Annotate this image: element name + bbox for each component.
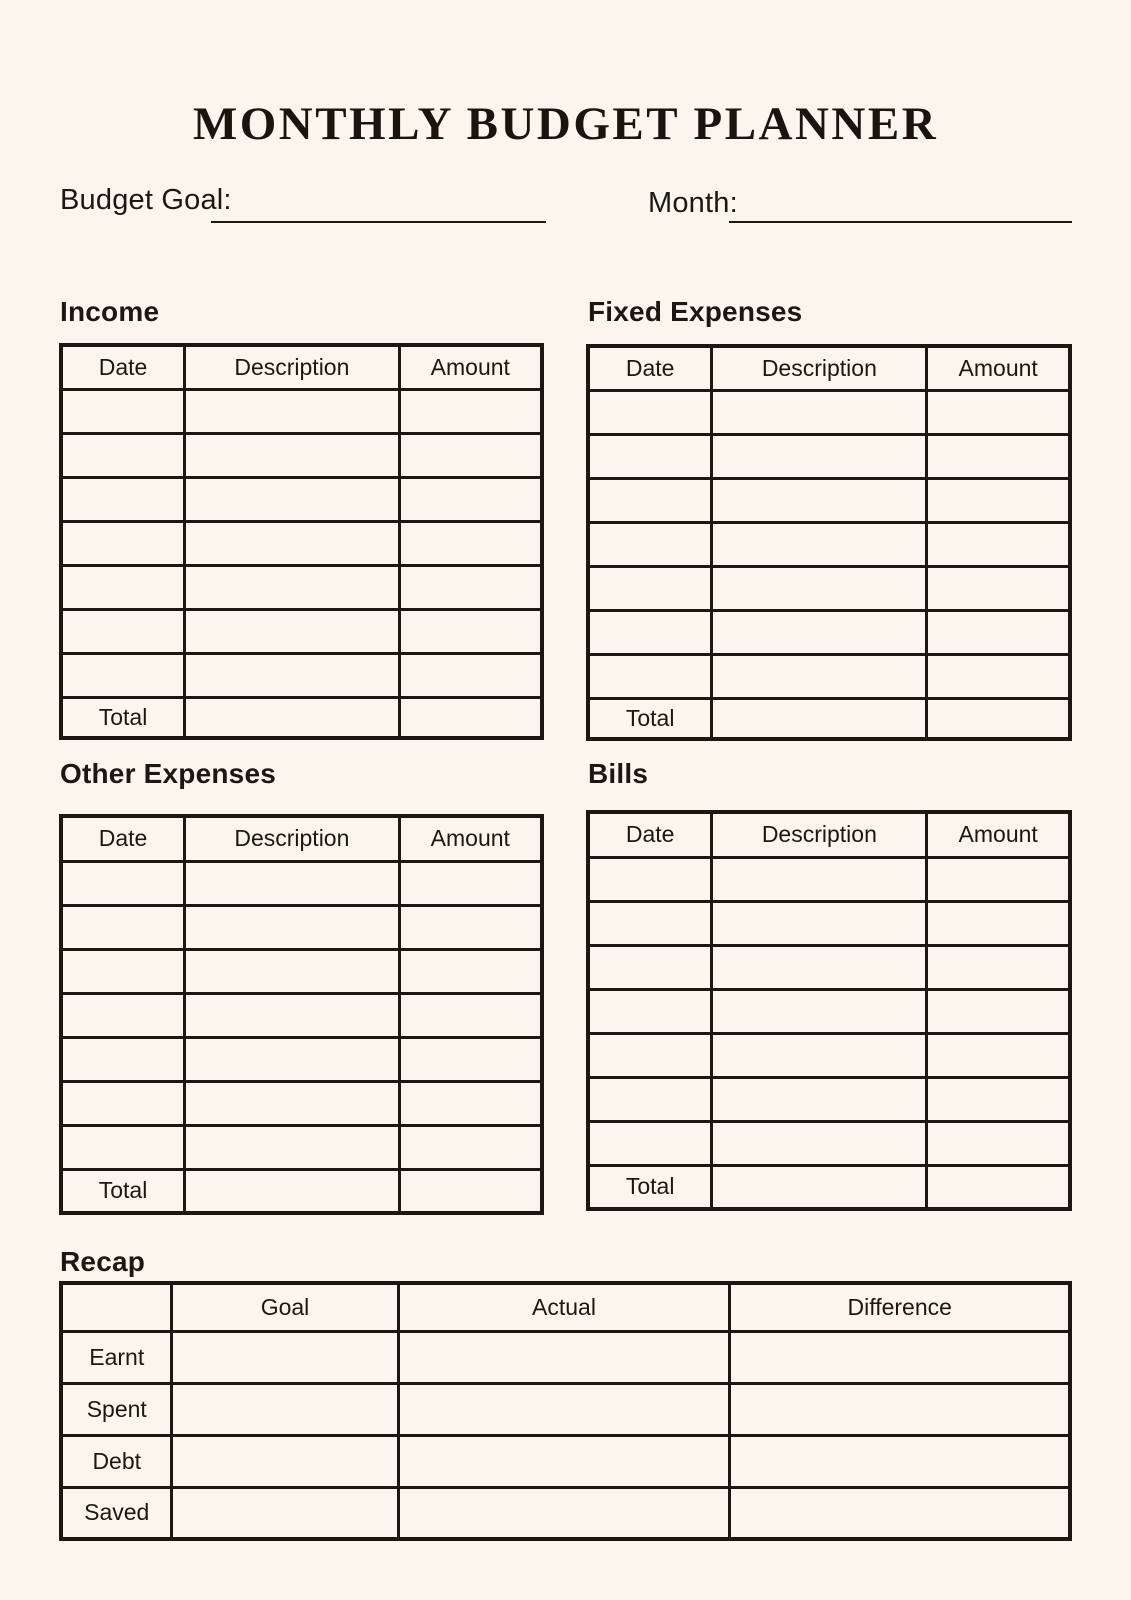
income-amount-cell[interactable] [399, 565, 542, 609]
bills-empty-row [588, 901, 1070, 945]
bills-empty-row [588, 1077, 1070, 1121]
fixed-expenses-description-cell[interactable] [712, 566, 927, 610]
other-expenses-table [59, 814, 544, 1215]
income-amount-cell[interactable] [399, 433, 542, 477]
income-empty-row [61, 653, 542, 697]
fixed-expenses-amount-cell[interactable] [927, 566, 1070, 610]
income-total-row [61, 697, 542, 738]
budget-goal-input-line[interactable] [211, 193, 546, 223]
recap-col-goal: Goal [172, 1283, 398, 1331]
bills-description-cell[interactable] [712, 989, 927, 1033]
fixed-expenses-amount-cell[interactable] [927, 654, 1070, 698]
income-table [59, 343, 544, 740]
other-expenses-amount-cell[interactable] [399, 861, 542, 905]
income-date-cell[interactable] [61, 565, 185, 609]
other-expenses-empty-row [61, 993, 542, 1037]
other-expenses-empty-row [61, 861, 542, 905]
income-header-row [61, 345, 542, 389]
other-expenses-amount-cell[interactable] [399, 1037, 542, 1081]
fixed-expenses-amount-cell[interactable] [927, 478, 1070, 522]
other-expenses-date-cell[interactable] [61, 993, 185, 1037]
income-amount-cell[interactable] [399, 477, 542, 521]
recap-earnt-goal-cell[interactable] [172, 1331, 398, 1383]
income-amount-cell[interactable] [399, 653, 542, 697]
recap-debt-difference-cell[interactable] [730, 1435, 1070, 1487]
recap-earnt-difference-cell[interactable] [730, 1331, 1070, 1383]
income-total-amount-cell[interactable] [399, 697, 542, 738]
fixed-expenses-date-cell[interactable] [588, 522, 712, 566]
other-expenses-total-row [61, 1169, 542, 1213]
bills-description-cell[interactable] [712, 857, 927, 901]
section-title-other-expenses: Other Expenses [60, 758, 276, 789]
income-col-amount: Amount [399, 345, 542, 389]
bills-date-cell[interactable] [588, 1121, 712, 1165]
bills-date-cell[interactable] [588, 901, 712, 945]
other-expenses-amount-cell[interactable] [399, 1125, 542, 1169]
recap-spent-difference-cell[interactable] [730, 1383, 1070, 1435]
fixed-expenses-total-amount-cell[interactable] [927, 698, 1070, 739]
other-expenses-empty-row [61, 1037, 542, 1081]
bills-amount-cell[interactable] [927, 989, 1070, 1033]
bills-total-amount-cell[interactable] [927, 1165, 1070, 1209]
income-date-cell[interactable] [61, 433, 185, 477]
other-expenses-col-amount: Amount [399, 816, 542, 861]
recap-row-label-earnt: Earnt [61, 1331, 172, 1383]
recap-row-saved [61, 1487, 1070, 1539]
income-description-cell[interactable] [185, 433, 400, 477]
other-expenses-description-cell[interactable] [185, 949, 400, 993]
fixed-expenses-empty-row [588, 434, 1070, 478]
recap-debt-actual-cell[interactable] [398, 1435, 730, 1487]
recap-saved-actual-cell[interactable] [398, 1487, 730, 1539]
month-input-line[interactable] [729, 193, 1072, 223]
income-amount-cell[interactable] [399, 609, 542, 653]
other-expenses-date-cell[interactable] [61, 905, 185, 949]
fixed-expenses-total-label: Total [588, 698, 712, 739]
other-expenses-total-description-cell[interactable] [185, 1169, 400, 1213]
recap-col-actual: Actual [398, 1283, 730, 1331]
other-expenses-date-cell[interactable] [61, 861, 185, 905]
bills-col-description: Description [712, 812, 927, 857]
other-expenses-amount-cell[interactable] [399, 905, 542, 949]
fixed-expenses-empty-row [588, 478, 1070, 522]
bills-date-cell[interactable] [588, 1033, 712, 1077]
income-description-cell[interactable] [185, 653, 400, 697]
income-amount-cell[interactable] [399, 521, 542, 565]
other-expenses-amount-cell[interactable] [399, 949, 542, 993]
bills-col-date: Date [588, 812, 712, 857]
other-expenses-amount-cell[interactable] [399, 993, 542, 1037]
bills-date-cell[interactable] [588, 989, 712, 1033]
other-expenses-empty-row [61, 1125, 542, 1169]
income-description-cell[interactable] [185, 521, 400, 565]
income-empty-row [61, 477, 542, 521]
recap-row-debt [61, 1435, 1070, 1487]
income-total-label: Total [61, 697, 185, 738]
fixed-expenses-date-cell[interactable] [588, 478, 712, 522]
bills-amount-cell[interactable] [927, 1033, 1070, 1077]
bills-empty-row [588, 1121, 1070, 1165]
income-empty-row [61, 433, 542, 477]
fixed-expenses-total-row [588, 698, 1070, 739]
income-col-description: Description [185, 345, 400, 389]
section-title-income: Income [60, 296, 160, 327]
other-expenses-description-cell[interactable] [185, 1125, 400, 1169]
recap-saved-goal-cell[interactable] [172, 1487, 398, 1539]
fixed-expenses-empty-row [588, 566, 1070, 610]
fixed-expenses-amount-cell[interactable] [927, 390, 1070, 434]
fixed-expenses-date-cell[interactable] [588, 610, 712, 654]
budget-goal-label: Budget Goal: [60, 184, 232, 216]
section-title-recap: Recap [60, 1246, 146, 1277]
month-label: Month: [648, 187, 738, 219]
income-date-cell[interactable] [61, 389, 185, 433]
section-title-bills: Bills [588, 758, 649, 789]
fixed-expenses-description-cell[interactable] [712, 478, 927, 522]
recap-saved-difference-cell[interactable] [730, 1487, 1070, 1539]
fixed-expenses-amount-cell[interactable] [927, 610, 1070, 654]
other-expenses-date-cell[interactable] [61, 1081, 185, 1125]
fixed-expenses-table [586, 344, 1072, 741]
fixed-expenses-empty-row [588, 390, 1070, 434]
other-expenses-total-label: Total [61, 1169, 185, 1213]
bills-description-cell[interactable] [712, 1121, 927, 1165]
recap-row-label-debt: Debt [61, 1435, 172, 1487]
recap-col-difference: Difference [730, 1283, 1070, 1331]
income-description-cell[interactable] [185, 477, 400, 521]
other-expenses-col-description: Description [185, 816, 400, 861]
other-expenses-col-date: Date [61, 816, 185, 861]
section-title-fixed-expenses: Fixed Expenses [588, 296, 803, 327]
bills-description-cell[interactable] [712, 901, 927, 945]
bills-amount-cell[interactable] [927, 945, 1070, 989]
income-empty-row [61, 609, 542, 653]
bills-amount-cell[interactable] [927, 901, 1070, 945]
bills-amount-cell[interactable] [927, 1077, 1070, 1121]
other-expenses-total-amount-cell[interactable] [399, 1169, 542, 1213]
recap-row-spent [61, 1383, 1070, 1435]
fixed-expenses-col-amount: Amount [927, 346, 1070, 390]
income-col-date: Date [61, 345, 185, 389]
income-empty-row [61, 389, 542, 433]
bills-date-cell[interactable] [588, 857, 712, 901]
recap-debt-goal-cell[interactable] [172, 1435, 398, 1487]
income-date-cell[interactable] [61, 609, 185, 653]
fixed-expenses-description-cell[interactable] [712, 610, 927, 654]
income-date-cell[interactable] [61, 521, 185, 565]
fixed-expenses-header-row [588, 346, 1070, 390]
fixed-expenses-col-date: Date [588, 346, 712, 390]
bills-amount-cell[interactable] [927, 1121, 1070, 1165]
income-empty-row [61, 521, 542, 565]
income-empty-row [61, 565, 542, 609]
recap-row-earnt [61, 1331, 1070, 1383]
other-expenses-empty-row [61, 949, 542, 993]
fixed-expenses-date-cell[interactable] [588, 654, 712, 698]
income-date-cell[interactable] [61, 477, 185, 521]
other-expenses-header-row [61, 816, 542, 861]
other-expenses-description-cell[interactable] [185, 1037, 400, 1081]
income-description-cell[interactable] [185, 609, 400, 653]
fixed-expenses-amount-cell[interactable] [927, 434, 1070, 478]
bills-date-cell[interactable] [588, 945, 712, 989]
recap-row-label-saved: Saved [61, 1487, 172, 1539]
fixed-expenses-description-cell[interactable] [712, 654, 927, 698]
fixed-expenses-col-description: Description [712, 346, 927, 390]
bills-table [586, 810, 1072, 1211]
fixed-expenses-empty-row [588, 522, 1070, 566]
bills-description-cell[interactable] [712, 945, 927, 989]
bills-header-row [588, 812, 1070, 857]
other-expenses-description-cell[interactable] [185, 905, 400, 949]
bills-empty-row [588, 1033, 1070, 1077]
bills-description-cell[interactable] [712, 1077, 927, 1121]
other-expenses-date-cell[interactable] [61, 1037, 185, 1081]
other-expenses-empty-row [61, 1081, 542, 1125]
recap-row-label-spent: Spent [61, 1383, 172, 1435]
fixed-expenses-total-description-cell[interactable] [712, 698, 927, 739]
fixed-expenses-date-cell[interactable] [588, 434, 712, 478]
bills-amount-cell[interactable] [927, 857, 1070, 901]
recap-spent-actual-cell[interactable] [398, 1383, 730, 1435]
income-amount-cell[interactable] [399, 389, 542, 433]
fixed-expenses-date-cell[interactable] [588, 390, 712, 434]
recap-col-blank [61, 1283, 172, 1331]
bills-col-amount: Amount [927, 812, 1070, 857]
fixed-expenses-date-cell[interactable] [588, 566, 712, 610]
other-expenses-empty-row [61, 905, 542, 949]
fixed-expenses-description-cell[interactable] [712, 522, 927, 566]
recap-spent-goal-cell[interactable] [172, 1383, 398, 1435]
other-expenses-description-cell[interactable] [185, 993, 400, 1037]
recap-header-row [61, 1283, 1070, 1331]
fixed-expenses-description-cell[interactable] [712, 434, 927, 478]
bills-total-row [588, 1165, 1070, 1209]
income-total-description-cell[interactable] [185, 697, 400, 738]
bills-date-cell[interactable] [588, 1077, 712, 1121]
bills-description-cell[interactable] [712, 1033, 927, 1077]
other-expenses-date-cell[interactable] [61, 949, 185, 993]
other-expenses-description-cell[interactable] [185, 1081, 400, 1125]
other-expenses-amount-cell[interactable] [399, 1081, 542, 1125]
bills-empty-row [588, 945, 1070, 989]
bills-empty-row [588, 989, 1070, 1033]
bills-empty-row [588, 857, 1070, 901]
fixed-expenses-empty-row [588, 654, 1070, 698]
fixed-expenses-amount-cell[interactable] [927, 522, 1070, 566]
income-date-cell[interactable] [61, 653, 185, 697]
fixed-expenses-empty-row [588, 610, 1070, 654]
other-expenses-date-cell[interactable] [61, 1125, 185, 1169]
income-description-cell[interactable] [185, 389, 400, 433]
income-description-cell[interactable] [185, 565, 400, 609]
bills-total-description-cell[interactable] [712, 1165, 927, 1209]
fixed-expenses-description-cell[interactable] [712, 390, 927, 434]
bills-total-label: Total [588, 1165, 712, 1209]
recap-earnt-actual-cell[interactable] [398, 1331, 730, 1383]
page-title: MONTHLY BUDGET PLANNER [192, 98, 939, 150]
recap-table [59, 1281, 1072, 1541]
other-expenses-description-cell[interactable] [185, 861, 400, 905]
